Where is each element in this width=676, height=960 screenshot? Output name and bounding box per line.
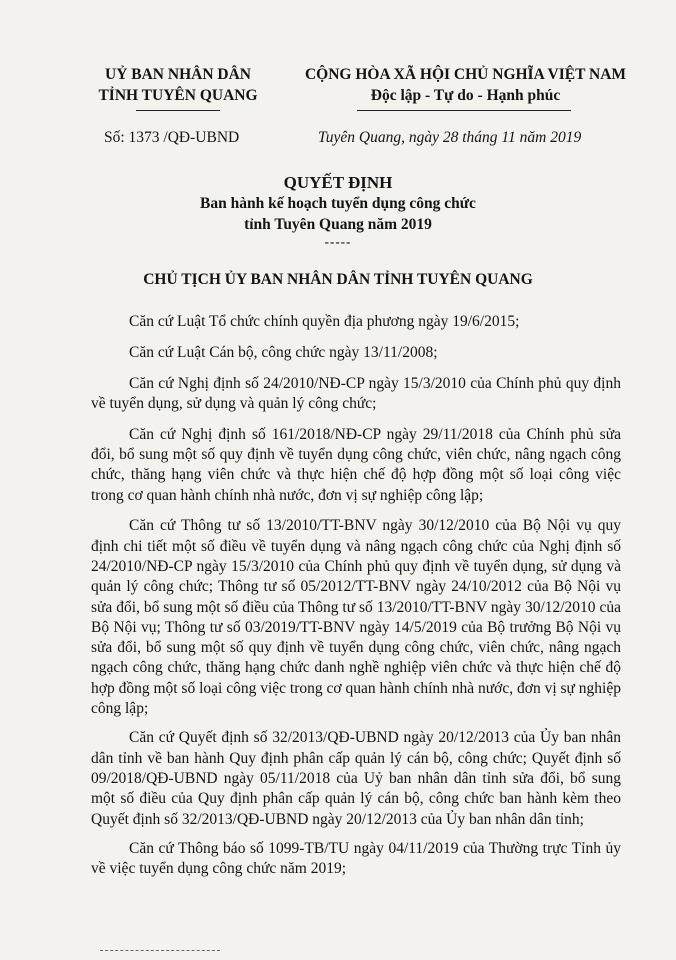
- preamble-paragraph: Căn cứ Luật Cán bộ, công chức ngày 13/11/2008;: [129, 343, 438, 361]
- slogan-underline: [357, 110, 571, 111]
- preamble-paragraph: Căn cứ Thông tư số 13/2010/TT-BNV ngày 30/12/2010 của Bộ Nội vụ quy định chi tiết một số điều về tuyển dụng và nâng ngạch công chức của Nghị định số 24/2010/NĐ-CP ngày 15/3/2010 của Chính phủ quy định về tuyển dụng, sử dụng và quản lý công chức; Thông tư số 05/2012/TT-BNV ngày 24/10/2012 của Bộ Nội vụ sửa đổi, bổ sung một số điều của Thông tư số 13/2010/TT-BNV ngày 30/12/2010 của Bộ Nội vụ; Thông tư số 03/2019/TT-BNV ngày 14/5/2019 của Bộ trưởng Bộ Nội vụ sửa đổi, bổ sung một số quy định về tuyển dụng công chức, viên chức, nâng ngạch ngạch công chức, thăng hạng chức danh nghề nghiệp viên chức và thực hiện chế độ hợp đồng một số loại công việc trong cơ quan hành chính nhà nước, đơn vị sự nghiệp công lập;: [91, 517, 621, 718]
- preamble-paragraph: Căn cứ Luật Tổ chức chính quyền địa phương ngày 19/6/2015;: [129, 313, 520, 330]
- authority-underline: [136, 110, 220, 111]
- title-subject-line2: tỉnh Tuyên Quang năm 2019: [244, 216, 432, 233]
- title-separator: -----: [324, 234, 352, 249]
- preamble-paragraph: Căn cứ Nghị định số 24/2010/NĐ-CP ngày 15/3/2010 của Chính phủ quy định về tuyển dụng, sử dụng và quản lý công chức;: [91, 374, 621, 412]
- issuing-authority-line1: UỶ BAN NHÂN DÂN: [105, 66, 251, 83]
- authority-heading: CHỦ TỊCH ỦY BAN NHÂN DÂN TỈNH TUYÊN QUANG: [143, 271, 533, 288]
- national-motto: [283, 64, 648, 106]
- document-number: Số: 1373 /QĐ-UBND: [104, 129, 240, 146]
- title-subject-line1: Ban hành kế hoạch tuyển dụng công chức: [200, 195, 476, 212]
- title-type: QUYẾT ĐỊNH: [283, 173, 393, 192]
- preamble-paragraph: Căn cứ Quyết định số 32/2013/QĐ-UBND ngày 20/12/2013 của Ủy ban nhân dân tỉnh về ban hành Quy định phân cấp quản lý cán bộ, công chức; Quyết định số 09/2018/QĐ-UBND ngày 05/11/2018 của Uỷ ban nhân dân tỉnh sửa đổi, bổ sung một số điều của Quy định phân cấp quản lý cán bộ, công chức ban hành kèm theo Quyết định số 32/2013/QĐ-UBND ngày 20/12/2013 của Ủy ban nhân dân tỉnh;: [91, 729, 621, 828]
- national-title: CỘNG HÒA XÃ HỘI CHỦ NGHĨA VIỆT NAM: [304, 66, 627, 83]
- preamble-paragraph: Căn cứ Thông báo số 1099-TB/TU ngày 04/11/2019 của Thường trực Tỉnh ủy về việc tuyển dụng công chức năm 2019;: [91, 839, 621, 878]
- document-title: [0, 172, 676, 249]
- issuing-authority-line2: TỈNH TUYÊN QUANG: [98, 87, 258, 104]
- preamble-paragraph: Căn cứ Nghị định số 161/2018/NĐ-CP ngày 29/11/2018 của Chính phủ sửa đổi, bổ sung một số quy định về tuyển dụng công chức, viên chức, nâng ngạch công chức, thăng hạng viên chức và thực hiện chế độ hợp đồng một số loại công việc trong cơ quan hành chính nhà nước, đơn vị sự nghiệp công lập;: [91, 425, 621, 504]
- issuing-authority: [80, 64, 276, 106]
- page-bottom-edge: [100, 950, 220, 955]
- place-and-date: Tuyên Quang, ngày 28 tháng 11 năm 2019: [318, 129, 582, 146]
- document-body: [91, 312, 621, 890]
- national-slogan: Độc lập - Tự do - Hạnh phúc: [370, 87, 561, 104]
